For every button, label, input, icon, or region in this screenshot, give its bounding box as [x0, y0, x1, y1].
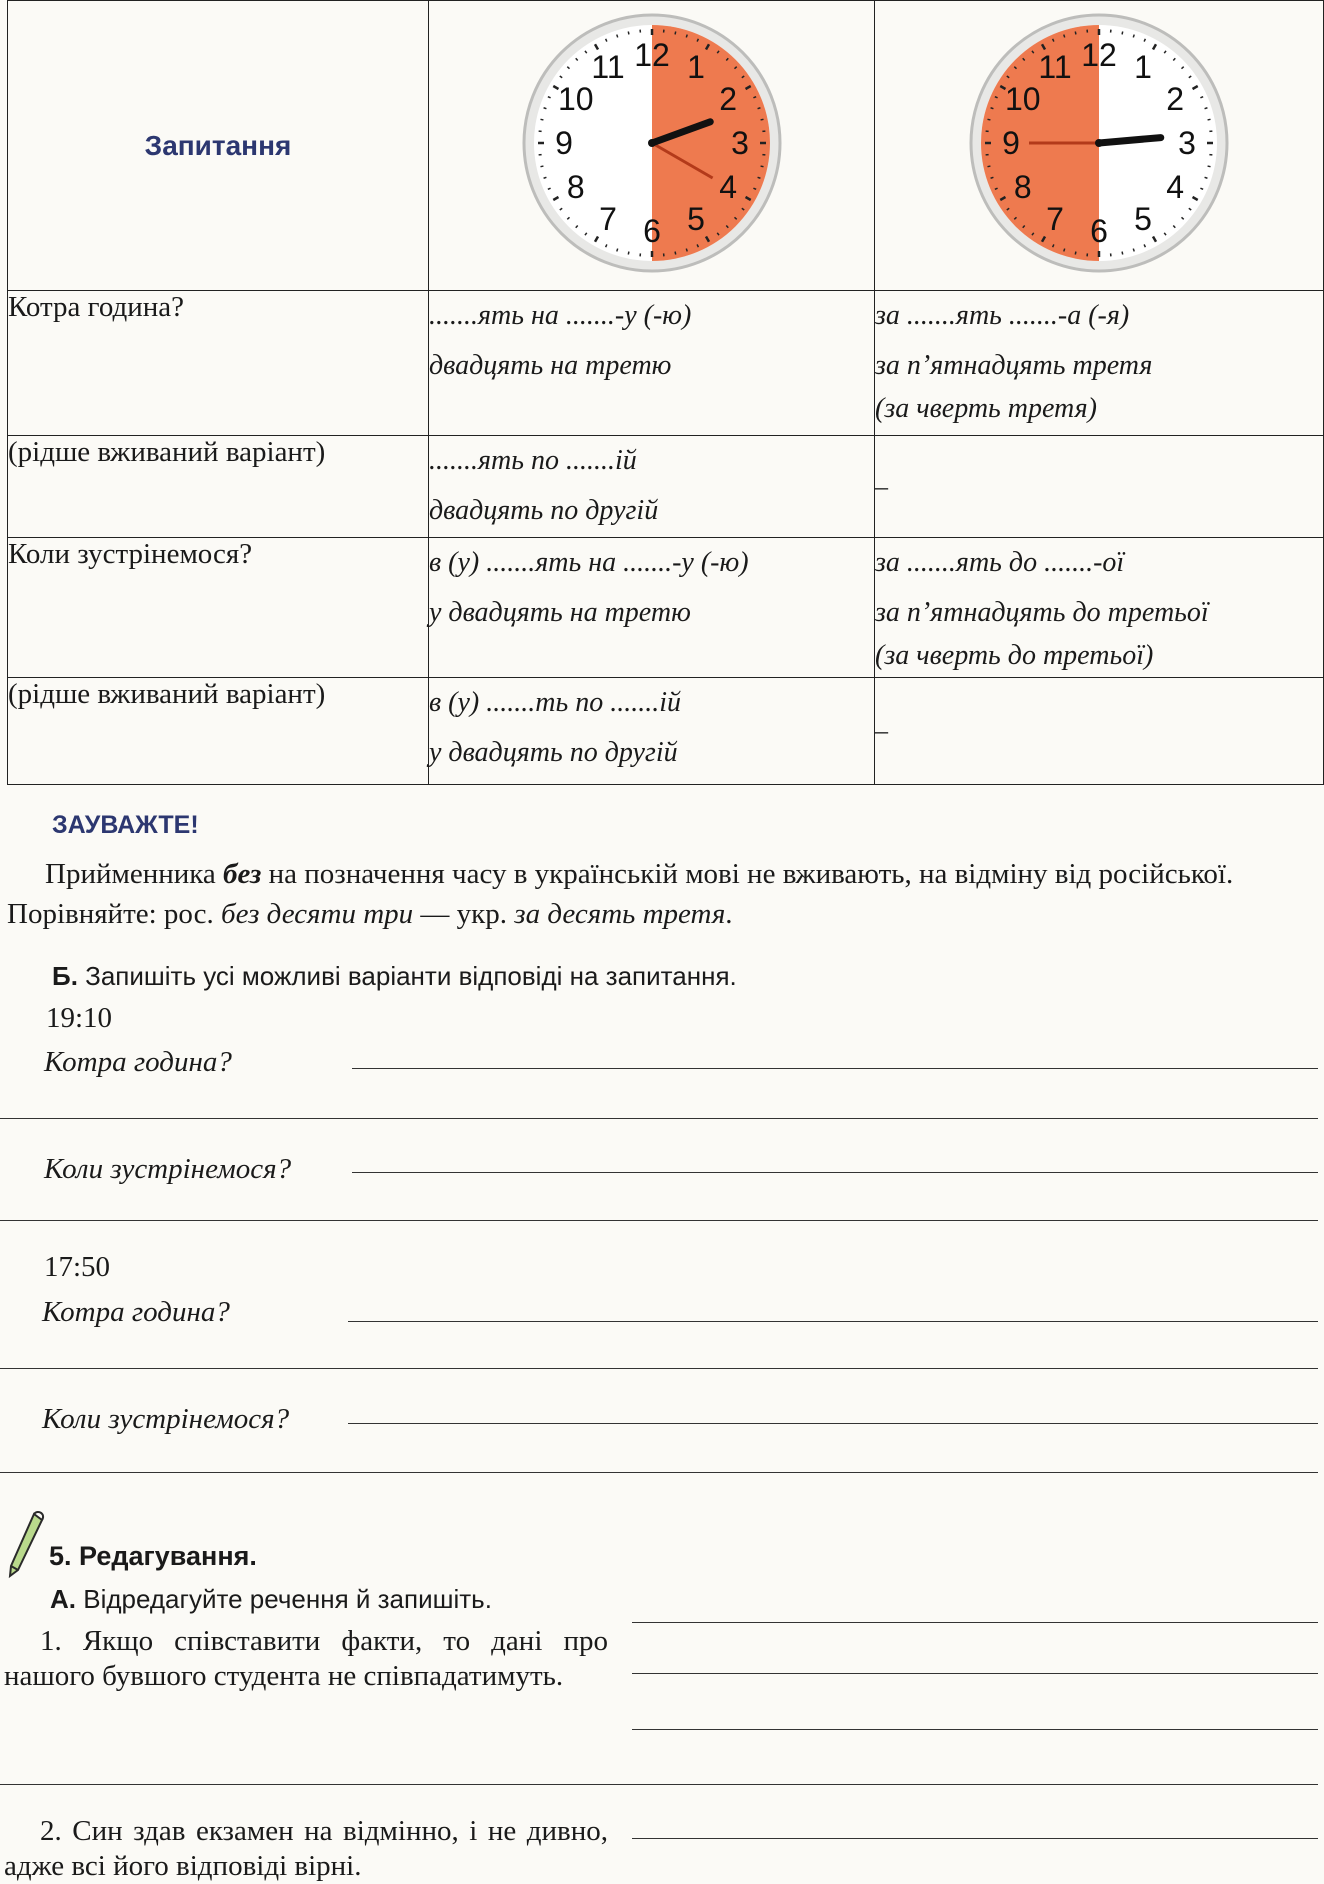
answer-cell — [875, 291, 1324, 436]
note-ukrainian-example: за десять третя — [514, 898, 725, 930]
task-b-instruction — [52, 961, 737, 992]
clock-number: 7 — [599, 201, 617, 237]
clock-number: 3 — [731, 125, 749, 161]
note-text: . — [725, 898, 732, 930]
clock-tick — [991, 177, 994, 178]
task-a-instruction — [50, 1584, 492, 1615]
prompt-when-meet: Коли зустрінемося? — [44, 1153, 291, 1186]
example-alt: (за чверть до третьої) — [875, 638, 1323, 674]
answer-line[interactable] — [632, 1838, 1318, 1839]
note-heading: ЗАУВАЖТЕ! — [52, 811, 199, 840]
clock-number: 4 — [719, 169, 737, 205]
clock-tick — [760, 166, 763, 167]
answer-cell — [429, 538, 875, 678]
clock-tick — [1208, 166, 1211, 167]
question-rare-variant: (рідше вживаний варіант) — [8, 436, 429, 538]
clock-icon-quarter-to-three — [954, 3, 1244, 283]
clock-tick — [540, 119, 543, 120]
clock-tick — [628, 252, 629, 255]
clock-number: 11 — [1038, 49, 1071, 85]
clock-number: 5 — [687, 201, 705, 237]
clock-tick — [543, 177, 546, 178]
clock-number: 2 — [1166, 81, 1184, 117]
note-text: — укр. — [413, 898, 514, 930]
clock-number: 8 — [1014, 169, 1032, 205]
clock-tick — [540, 166, 543, 167]
example: у двадцять на третю — [429, 588, 874, 638]
pattern: .......ять по .......ій — [429, 436, 874, 486]
clock-number: 4 — [1166, 169, 1184, 205]
clock-tick — [686, 35, 687, 38]
clock-tick — [1075, 31, 1076, 34]
example: у двадцять по другій — [429, 728, 874, 778]
clock-tick — [991, 108, 994, 109]
clock-number: 1 — [1134, 49, 1152, 85]
clock-tick — [1208, 119, 1211, 120]
clock-number: 12 — [634, 37, 670, 73]
clock-number: 3 — [1178, 125, 1196, 161]
clock-tick — [1122, 31, 1123, 34]
clock-tick — [757, 177, 760, 178]
pattern: .......ять на .......-у (-ю) — [429, 291, 874, 341]
answer-line[interactable] — [0, 1368, 1318, 1369]
clock-tick — [987, 119, 990, 120]
clock-tick — [1205, 177, 1208, 178]
answer-line[interactable] — [0, 1784, 1318, 1785]
answer-cell — [429, 291, 875, 436]
clock-tick — [543, 108, 546, 109]
clock-number: 9 — [1002, 125, 1020, 161]
clock-cell-1 — [429, 1, 875, 291]
clock-cell-2 — [875, 1, 1324, 291]
prompt-when-meet: Коли зустрінемося? — [42, 1403, 289, 1436]
task-letter: Б. — [52, 961, 78, 991]
question-what-time: Котра година? — [8, 291, 429, 436]
answer-line[interactable] — [632, 1729, 1318, 1730]
answer-line[interactable] — [0, 1472, 1318, 1473]
note-russian-example: без десяти три — [221, 898, 413, 930]
note-text: на позначення часу в українській мові не вживають, на відміну від російської. Порівняйте: рос. — [7, 858, 1233, 930]
pencil-icon — [4, 1510, 46, 1580]
clock-number: 10 — [1005, 81, 1041, 117]
clock-tick — [1133, 35, 1134, 38]
clock-tick — [616, 249, 617, 252]
time-expressions-table — [7, 0, 1324, 785]
example: за п’ятнадцять третя — [875, 341, 1323, 391]
example: двадцять на третю — [429, 341, 874, 391]
note-bold-word: без — [223, 858, 261, 890]
answer-line[interactable] — [352, 1068, 1318, 1069]
clock-tick — [1075, 252, 1076, 255]
answer-line[interactable] — [348, 1423, 1318, 1424]
note-paragraph — [7, 854, 1317, 934]
answer-line[interactable] — [352, 1172, 1318, 1173]
clock-tick — [987, 166, 990, 167]
time-value: 19:10 — [46, 1002, 112, 1035]
clock-tick — [757, 108, 760, 109]
task-text: Відредагуйте речення й запишіть. — [76, 1584, 492, 1614]
pattern: в (у) .......ть по .......ій — [429, 678, 874, 728]
question-when-meet: Коли зустрінемося? — [8, 538, 429, 678]
clock-center — [648, 139, 656, 147]
clock-tick — [1064, 35, 1065, 38]
answer-line[interactable] — [348, 1321, 1318, 1322]
clock-tick — [675, 252, 676, 255]
time-value: 17:50 — [44, 1251, 110, 1284]
answer-line[interactable] — [0, 1220, 1318, 1221]
answer-line[interactable] — [632, 1673, 1318, 1674]
clock-tick — [616, 35, 617, 38]
example-alt: (за чверть третя) — [875, 391, 1323, 427]
header-question: Запитання — [8, 1, 429, 291]
clock-number: 8 — [566, 169, 584, 205]
clock-number: 11 — [591, 49, 624, 85]
empty-dash: – — [875, 436, 1324, 538]
pattern: за .......ять .......-а (-я) — [875, 291, 1323, 341]
clock-tick — [675, 31, 676, 34]
clock-tick — [1064, 249, 1065, 252]
prompt-what-time: Котра година? — [44, 1046, 232, 1079]
answer-cell — [429, 436, 875, 538]
clock-number: 10 — [557, 81, 593, 117]
task-text: Запишіть усі можливі варіанти відповіді на запитання. — [78, 961, 737, 991]
clock-number: 2 — [719, 81, 737, 117]
answer-cell — [429, 678, 875, 785]
pattern: в (у) .......ять на .......-у (-ю) — [429, 538, 874, 588]
clock-tick — [686, 249, 687, 252]
pattern: за .......ять до .......-ої — [875, 538, 1323, 588]
clock-center — [1095, 139, 1103, 147]
clock-tick — [1122, 252, 1123, 255]
exercise-sentence-1: 1. Якщо співставити факти, то дані про нашого бувшого студента не співпадатимуть. — [4, 1624, 608, 1694]
clock-tick — [1205, 108, 1208, 109]
clock-number: 1 — [687, 49, 705, 85]
clock-number: 9 — [555, 125, 573, 161]
clock-number: 7 — [1046, 201, 1064, 237]
task-letter: А. — [50, 1584, 76, 1614]
example: двадцять по другій — [429, 486, 874, 536]
clock-number: 6 — [1090, 213, 1108, 249]
clock-icon-twenty-past-two — [507, 3, 797, 283]
clock-number: 12 — [1081, 37, 1117, 73]
question-rare-variant: (рідше вживаний варіант) — [8, 678, 429, 785]
clock-tick — [1133, 249, 1134, 252]
clock-number: 6 — [643, 213, 661, 249]
note-text: Прийменника — [45, 858, 223, 890]
empty-dash: – — [875, 678, 1324, 785]
example: за п’ятнадцять до третьої — [875, 588, 1323, 638]
clock-tick — [628, 31, 629, 34]
clock-tick — [760, 119, 763, 120]
exercise-sentence-2: 2. Син здав екзамен на відмінно, і не дивно, адже всі його відповіді вірні. — [4, 1814, 608, 1884]
answer-line[interactable] — [632, 1622, 1318, 1623]
prompt-what-time: Котра година? — [42, 1296, 230, 1329]
clock-number: 5 — [1134, 201, 1152, 237]
section-5-title: 5. Редагування. — [49, 1541, 257, 1572]
answer-line[interactable] — [0, 1118, 1318, 1119]
answer-cell — [875, 538, 1324, 678]
